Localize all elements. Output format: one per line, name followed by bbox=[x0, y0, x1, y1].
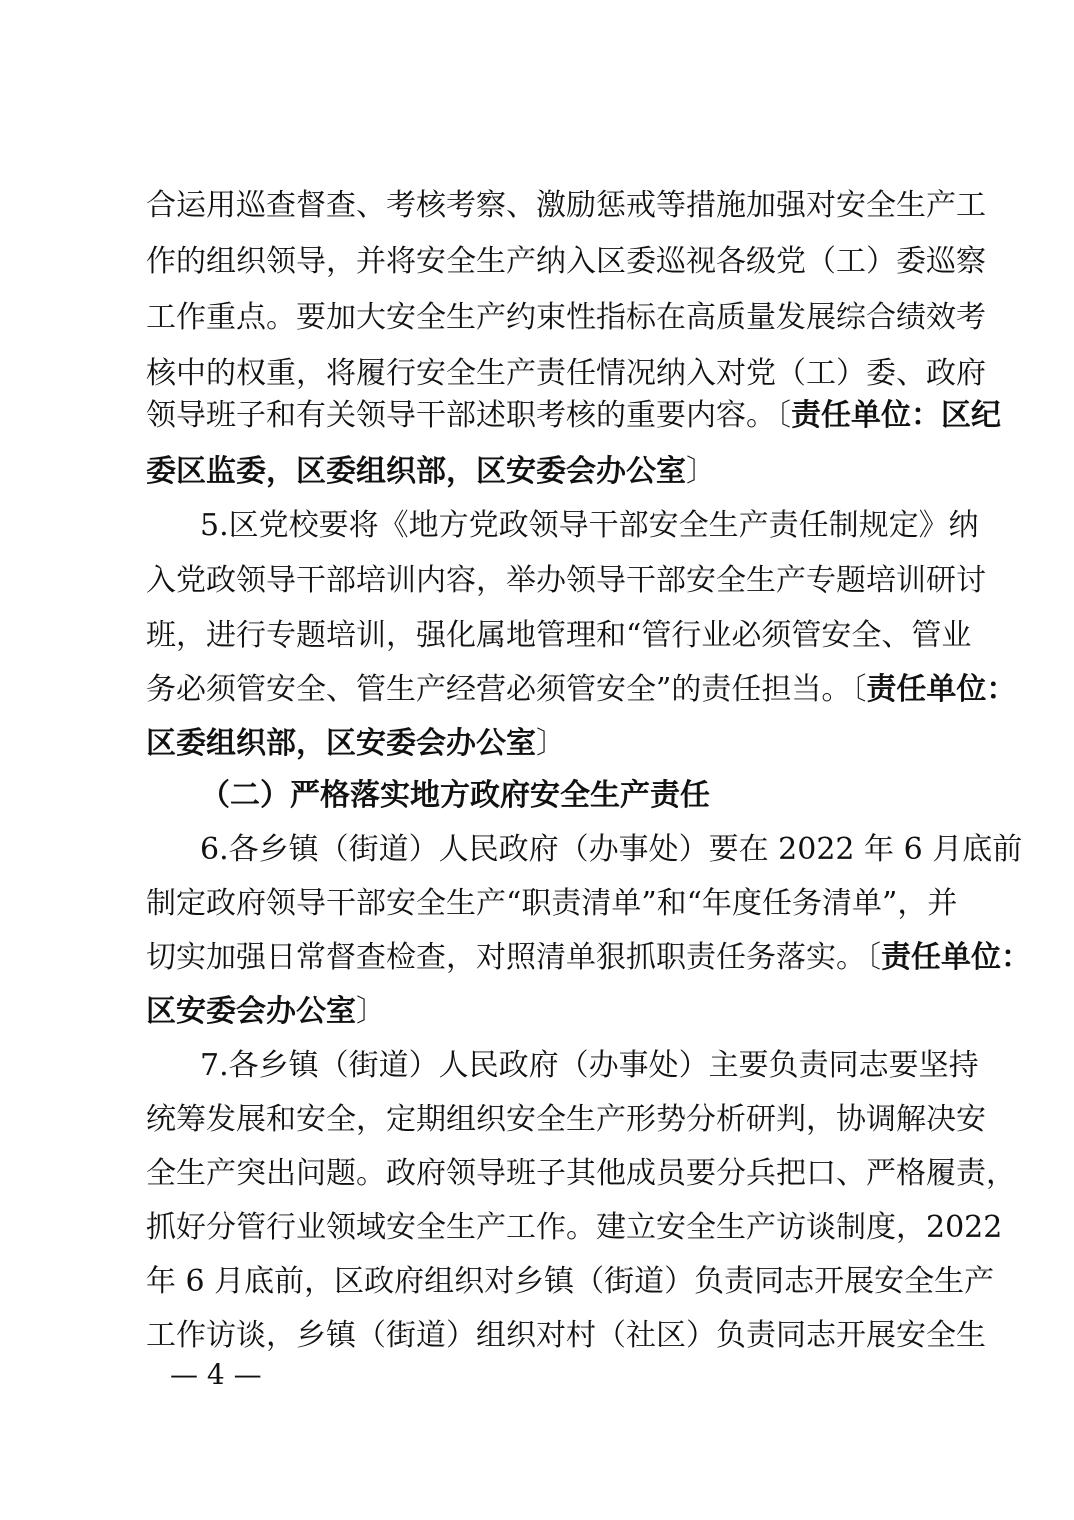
p5-line-4 bbox=[146, 662, 1017, 718]
p6-line-4 bbox=[146, 984, 942, 1040]
section-heading-2: （二）严格落实地方政府安全生产责任 bbox=[200, 778, 710, 813]
p4-responsibility-label: 责任单位：区纪 bbox=[791, 398, 1001, 433]
p6-line-1: 6.各乡镇（街道）人民政府（办事处）要在 2022 年 6 月底前 bbox=[200, 832, 1023, 867]
p6-line-3-text: 切实加强日常督查检查，对照清单狠抓职责任务落实。〔 bbox=[146, 940, 881, 975]
p5-line-5 bbox=[146, 716, 942, 772]
p6-line-4-bracket: 〕 bbox=[356, 994, 386, 1029]
p4-line-6 bbox=[146, 444, 942, 500]
p6-responsibility-label: 责任单位： bbox=[881, 940, 1031, 975]
p7-line-3: 全生产突出问题。政府领导班子其他成员要分兵把口、严格履责， bbox=[146, 1156, 1016, 1191]
p4-line-5-text: 领导班子和有关领导干部述职考核的重要内容。〔 bbox=[146, 398, 791, 433]
p7-line-1: 7.各乡镇（街道）人民政府（办事处）主要负责同志要坚持 bbox=[200, 1048, 979, 1083]
p4-line-3: 工作重点。要加大安全生产约束性指标在高质量发展综合绩效考 bbox=[146, 300, 986, 335]
p6-line-3 bbox=[146, 930, 1031, 986]
p6-responsibility-units: 区安委会办公室 bbox=[146, 994, 356, 1029]
p4-responsibility-units: 委区监委，区委组织部，区安委会办公室 bbox=[146, 454, 686, 489]
p4-line-4: 核中的权重，将履行安全生产责任情况纳入对党（工）委、政府 bbox=[146, 356, 986, 391]
p7-line-5: 年 6 月底前，区政府组织对乡镇（街道）负责同志开展安全生产 bbox=[146, 1264, 995, 1299]
p5-line-3: 班，进行专题培训，强化属地管理和“管行业必须管安全、管业 bbox=[146, 618, 972, 653]
p4-line-6-bracket: 〕 bbox=[686, 454, 716, 489]
page-number: — 4 — bbox=[170, 1358, 262, 1391]
p6-line-2: 制定政府领导干部安全生产“职责清单”和“年度任务清单”，并 bbox=[146, 886, 958, 921]
p5-line-2: 入党政领导干部培训内容，举办领导干部安全生产专题培训研讨 bbox=[146, 563, 986, 598]
p4-line-2: 作的组织领导，并将安全生产纳入区委巡视各级党（工）委巡察 bbox=[146, 244, 986, 279]
p7-line-4: 抓好分管行业领域安全生产工作。建立安全生产访谈制度，2022 bbox=[146, 1210, 1003, 1245]
p5-responsibility-label: 责任单位： bbox=[866, 672, 1017, 707]
p5-line-1: 5.区党校要将《地方党政领导干部安全生产责任制规定》纳 bbox=[200, 508, 979, 543]
p4-line-5 bbox=[146, 388, 1001, 444]
p5-line-4-text: 务必须管安全、管生产经营必须管安全”的责任担当。〔 bbox=[146, 672, 867, 707]
p5-line-5-bracket: 〕 bbox=[536, 726, 566, 761]
p7-line-2: 统筹发展和安全，定期组织安全生产形势分析研判，协调解决安 bbox=[146, 1102, 986, 1137]
p4-line-1: 合运用巡查督查、考核考察、激励惩戒等措施加强对安全生产工 bbox=[146, 188, 986, 223]
p5-responsibility-units: 区委组织部，区安委会办公室 bbox=[146, 726, 536, 761]
p7-line-6: 工作访谈，乡镇（街道）组织对村（社区）负责同志开展安全生 bbox=[146, 1318, 986, 1353]
